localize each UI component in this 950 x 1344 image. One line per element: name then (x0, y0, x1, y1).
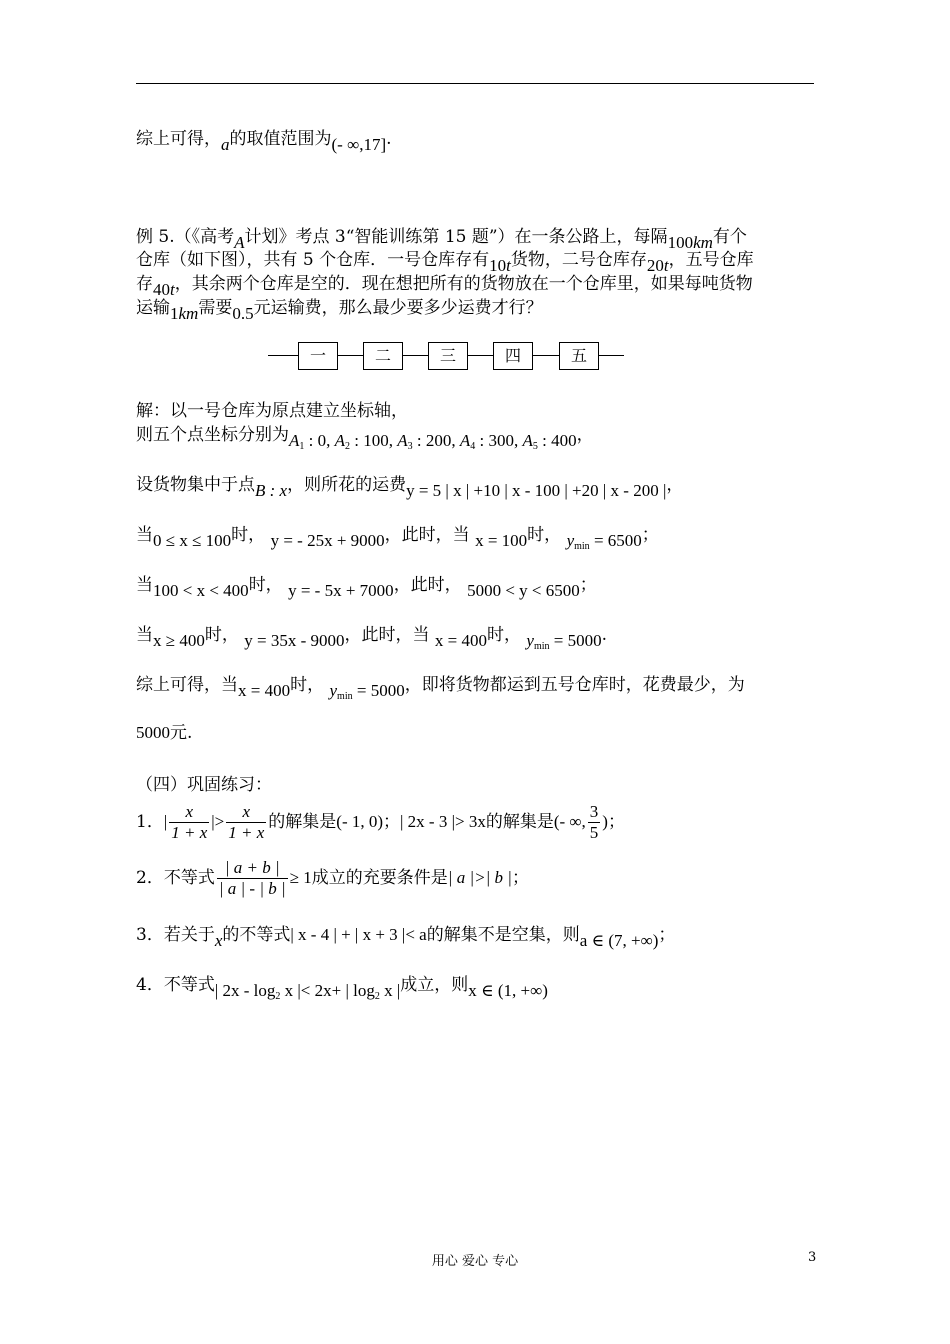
text: 元运输费，那么最少要多少运费才行？ (253, 298, 543, 318)
item-number: 3． (136, 925, 164, 945)
text: 解：以一号仓库为原点建立坐标轴， (136, 401, 408, 421)
math: x = 100 (475, 531, 528, 550)
math: 1 (170, 304, 179, 323)
math: ) (602, 812, 608, 831)
text: ； (641, 525, 659, 545)
math: 20 (646, 256, 664, 275)
math: (- ∞, (553, 812, 586, 831)
depot-5: 五 (559, 342, 599, 370)
text: 成立，则 (400, 975, 469, 995)
text: 例 5.（《高考 (136, 227, 235, 247)
text: 时， (527, 525, 562, 545)
math: km (693, 233, 713, 252)
text: ， (576, 425, 594, 445)
math: t (663, 256, 669, 275)
text: ，其余两个仓库是空的．现在想把所有的货物放在一个仓库里，如果每吨货物 (174, 274, 753, 294)
fraction: $\frac{3}{5}$ (589, 802, 599, 842)
math: x = 400 (238, 681, 291, 700)
ymin: $y_{min} = 5000$ (329, 681, 405, 702)
math-var: a (221, 135, 230, 154)
solution-line2 (136, 424, 594, 452)
text: ，则所花的运费 (287, 475, 407, 495)
math: y = - 25x + 9000 (270, 531, 385, 550)
text: 有个 (712, 227, 747, 247)
ymin: $y_{min} = 6500$ (566, 531, 642, 552)
text: ； (658, 925, 676, 945)
text: 则五个点坐标分别为 (136, 425, 289, 445)
math: a ∈ (7, +∞) (579, 931, 659, 950)
text: 时， (487, 625, 521, 645)
math: km (178, 304, 199, 323)
depot-1: 一 (298, 342, 338, 370)
math: ≥ 1 (289, 868, 312, 887)
math: t (170, 280, 175, 299)
example5-line3 (136, 273, 753, 299)
text: 成立的充要条件是 (311, 868, 448, 888)
text: 当 (136, 525, 153, 545)
text: ； (383, 812, 401, 832)
conclusion-line (136, 128, 392, 154)
text: ， (666, 475, 684, 495)
text: ； (511, 868, 529, 888)
math: (- 1, 0) (336, 812, 384, 831)
math: | $2x - \log_2 x$ |< 2x+ | $\log_2 x$ | (214, 981, 401, 1002)
math: 5000 (136, 723, 170, 742)
text: 的取值范围为 (229, 129, 332, 149)
page-number: 3 (808, 1250, 817, 1265)
cost-formula: y = 5 | x | +10 | x - 100 | +20 | x - 200 | (406, 481, 667, 500)
text: 存 (136, 274, 153, 294)
math: A (234, 233, 245, 252)
math: |> (211, 812, 225, 831)
text: 时， (204, 625, 239, 645)
solution-line3 (136, 474, 684, 500)
depot-diagram (268, 342, 628, 370)
ymin: $y_{min} = 5000$ (526, 631, 602, 652)
text: 计划》考点 3“智能训练第 15 题”）在一条公路上，每隔 (244, 227, 668, 247)
text: . (386, 129, 392, 149)
text: 时， (248, 575, 283, 595)
text: 货物，二号仓库存 (510, 250, 647, 270)
math: y = - 5x + 7000 (288, 581, 394, 600)
solution-line7 (136, 674, 745, 702)
math: 0.5 (232, 304, 254, 323)
fraction: $\frac{x}{1 + x}$ (171, 802, 208, 842)
text: 仓库（如下图），共有 5 个仓库．一号仓库存有 (136, 250, 490, 270)
depot-3: 三 (428, 342, 468, 370)
exercise-3 (136, 924, 676, 950)
solution-line5 (136, 574, 597, 600)
text: 需要 (198, 298, 233, 318)
depot-2: 二 (363, 342, 403, 370)
text: 的解集是 (268, 812, 337, 832)
math-range: (- ∞,17] (331, 135, 387, 154)
text: （四）巩固练习： (136, 775, 272, 795)
exercise-2 (136, 856, 529, 900)
fraction: $\frac{x}{1 + x}$ (228, 802, 265, 842)
fraction: $\frac{| a + b |}{| a | - | b |}$ (218, 858, 286, 898)
math: x (214, 931, 223, 950)
text: . (601, 625, 608, 645)
text: 不等式 (163, 975, 215, 995)
math: 10 (489, 256, 507, 275)
math: 0 ≤ x ≤ 100 (153, 531, 232, 550)
exercise-1 (136, 800, 625, 844)
text: 若关于 (163, 925, 215, 945)
text: 当 (136, 575, 153, 595)
footer-text: 用心 爱心 专心 (431, 1254, 519, 1269)
math: x ∈ (1, +∞) (468, 981, 548, 1000)
text: ； (607, 812, 625, 832)
text: 的不等式 (222, 925, 291, 945)
exercises-heading (136, 774, 272, 796)
math: | a |>| b | (447, 868, 512, 887)
example5-line1 (136, 226, 747, 252)
text: 元. (170, 723, 193, 743)
math: x ≥ 400 (153, 631, 205, 650)
text: ，此时， (393, 575, 462, 595)
depot-4: 四 (493, 342, 533, 370)
math: y = 35x - 9000 (244, 631, 345, 650)
solution-line8 (136, 722, 192, 744)
math: t (506, 256, 511, 275)
math: 100 (667, 233, 694, 252)
text: 设货物集中于点 (136, 475, 255, 495)
text: ，此时，当 (384, 525, 470, 545)
text: ，此时，当 (344, 625, 430, 645)
text: 综上可得， (136, 129, 221, 149)
item-number: 1． (136, 812, 164, 832)
solution-line6 (136, 624, 607, 652)
text: 当 (136, 625, 153, 645)
text: ，五号仓库 (668, 250, 754, 270)
text: ； (579, 575, 597, 595)
math: x = 400 (434, 631, 487, 650)
item-number: 2． (136, 868, 164, 888)
text: 不等式 (163, 868, 215, 888)
header-rule (136, 83, 814, 84)
math: 40 (153, 280, 170, 299)
text: 运输 (136, 298, 170, 318)
text: 时， (231, 525, 266, 545)
example5-line2 (136, 249, 754, 275)
math: | (163, 812, 168, 831)
solution-line1 (136, 400, 408, 422)
math: | 2x - 3 |> 3x (400, 812, 486, 831)
item-number: 4． (136, 975, 164, 995)
solution-line4 (136, 524, 659, 552)
coordinates: $A_1$ : 0, $A_2$ : 100, $A_3$ : 200, $A_4$ : 300, $A_5$ : 400 (289, 431, 577, 452)
text: 综上可得，当 (136, 675, 238, 695)
math: 100 < x < 400 (153, 581, 249, 600)
exercise-4 (136, 974, 548, 1002)
math: B : x (255, 481, 288, 500)
text: 时， (290, 675, 325, 695)
text: 的解集不是空集，则 (426, 925, 580, 945)
math: 5000 < y < 6500 (467, 581, 580, 600)
text: ，即将货物都运到五号仓库时，花费最少，为 (404, 675, 745, 695)
example5-line4 (136, 297, 543, 323)
text: 的解集是 (485, 812, 554, 832)
math: | x - 4 | + | x + 3 |< a (290, 925, 427, 944)
